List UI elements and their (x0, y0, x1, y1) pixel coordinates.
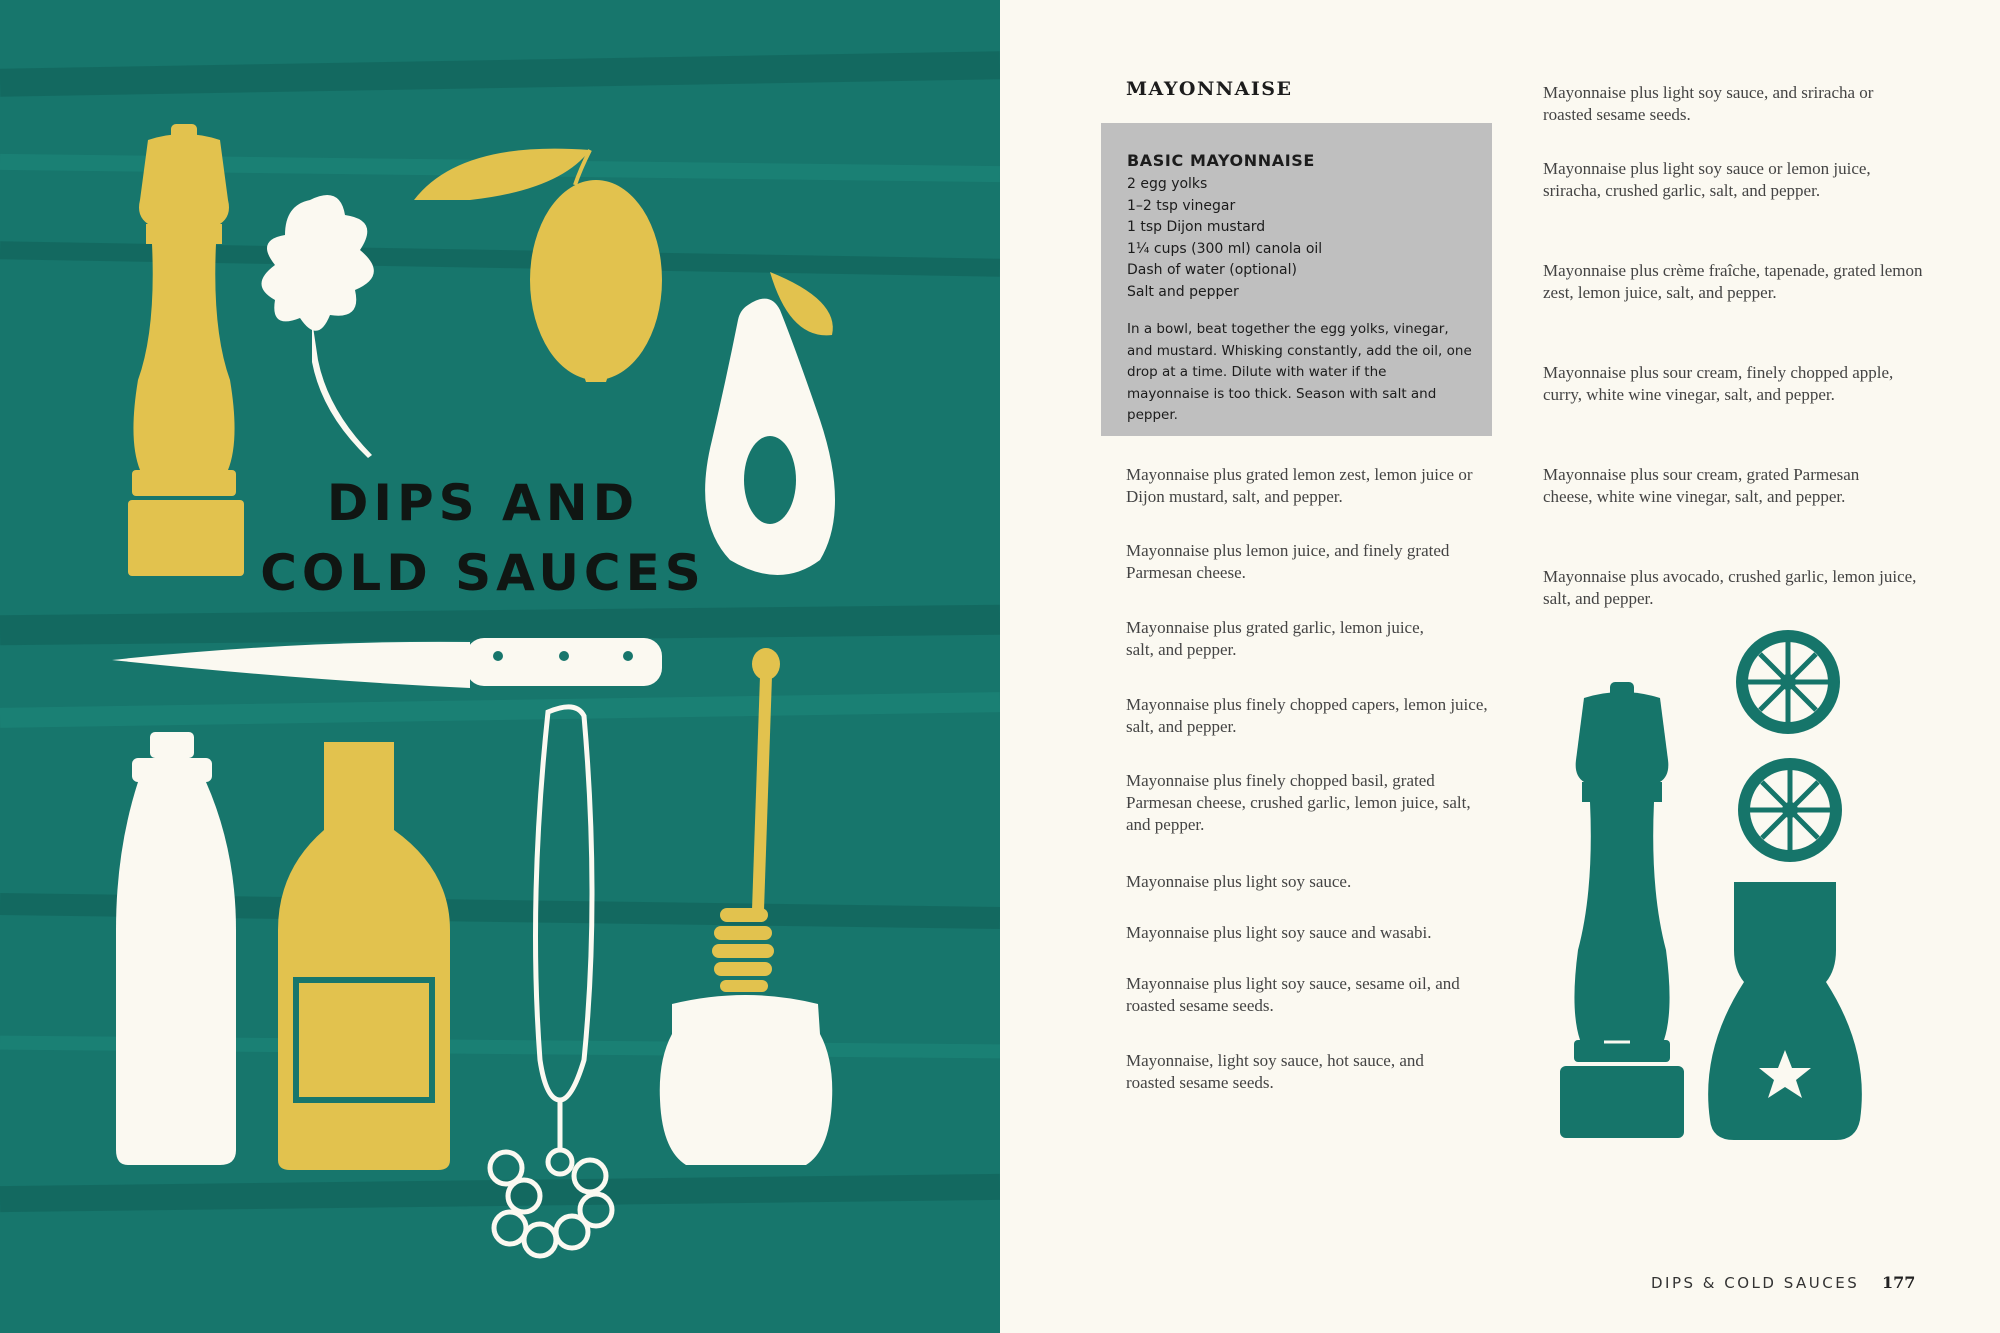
ingredient: 1 tsp Dijon mustard (1127, 219, 1266, 235)
variation-item: Mayonnaise plus avocado, crushed garlic, lemon juice, salt, and pepper. (1543, 567, 1917, 608)
ingredient: Dash of water (optional) (1127, 262, 1297, 278)
recipe-instructions: In a bowl, beat together the egg yolks, vinegar, and mustard. Whisking constantly, add the oil, one drop at a time. Dilute with water if the mayonnaise is too thick. Season with salt and pepper. (1127, 321, 1472, 423)
chapter-title-line1: DIPS AND (326, 474, 640, 532)
variation-item: Mayonnaise plus light soy sauce. (1126, 872, 1352, 891)
section-heading: MAYONNAISE (1126, 78, 1293, 100)
variation-item: Mayonnaise plus finely chopped capers, lemon juice, salt, and pepper. (1126, 695, 1488, 736)
oil-bottle-icon (116, 732, 236, 1165)
sauce-bottle-icon (278, 742, 450, 1170)
salt-shaker-icon (1708, 882, 1862, 1140)
page-number: 177 (1882, 1273, 1916, 1292)
condiment-illustration (1540, 620, 1870, 1180)
variation-item: Mayonnaise plus crème fraîche, tapenade, grated lemon zest, lemon juice, salt, and pepper. (1543, 261, 1923, 302)
lime-slice-icon (1738, 758, 1842, 862)
recipe-title: BASIC MAYONNAISE (1127, 151, 1315, 170)
parsley-icon (262, 195, 374, 458)
recipe-box (1101, 123, 1492, 436)
honey-dipper-icon (712, 648, 780, 992)
variation-item: Mayonnaise plus grated lemon zest, lemon juice or Dijon mustard, salt, and pepper. (1126, 465, 1473, 506)
variation-item: Mayonnaise plus sour cream, finely chopped apple, curry, white wine vinegar, salt, and pepper. (1543, 363, 1894, 404)
pepper-mill-icon (1560, 682, 1684, 1138)
whisk-icon (490, 707, 612, 1256)
variation-item: Mayonnaise plus finely chopped basil, grated Parmesan cheese, crushed garlic, lemon juice, salt, and pepper. (1126, 771, 1471, 834)
chapter-title-line2: COLD SAUCES (260, 544, 706, 602)
ingredient: 2 egg yolks (1127, 176, 1208, 192)
avocado-icon (705, 272, 835, 575)
variation-item: Mayonnaise, light soy sauce, hot sauce, and roasted sesame seeds. (1126, 1051, 1424, 1092)
ingredient: Salt and pepper (1127, 283, 1239, 300)
variation-item: Mayonnaise plus light soy sauce or lemon juice, sriracha, crushed garlic, salt, and pepper. (1543, 159, 1871, 200)
right-page (1000, 0, 2000, 1333)
running-footer: DIPS & COLD SAUCES (1651, 1274, 1860, 1292)
chapter-title (250, 468, 716, 608)
ingredient-list (1127, 174, 1472, 303)
lime-slice-icon (1736, 630, 1840, 734)
variation-item: Mayonnaise plus grated garlic, lemon juice, salt, and pepper. (1126, 618, 1424, 659)
variation-item: Mayonnaise plus sour cream, grated Parmesan cheese, white wine vinegar, salt, and pepper. (1543, 465, 1860, 506)
variation-item: Mayonnaise plus light soy sauce and wasabi. (1126, 923, 1432, 942)
lemon-icon (414, 149, 662, 382)
variation-item: Mayonnaise plus light soy sauce, sesame oil, and roasted sesame seeds. (1126, 974, 1460, 1015)
ingredient: 1¼ cups (300 ml) canola oil (1127, 240, 1323, 257)
pepper-mill-icon (128, 124, 244, 576)
variation-item: Mayonnaise plus lemon juice, and finely grated Parmesan cheese. (1126, 541, 1450, 582)
jar-icon (660, 995, 833, 1165)
variation-item: Mayonnaise plus light soy sauce, and sriracha or roasted sesame seeds. (1543, 83, 1874, 124)
knife-icon (112, 638, 662, 688)
ingredient: 1–2 tsp vinegar (1127, 197, 1236, 214)
